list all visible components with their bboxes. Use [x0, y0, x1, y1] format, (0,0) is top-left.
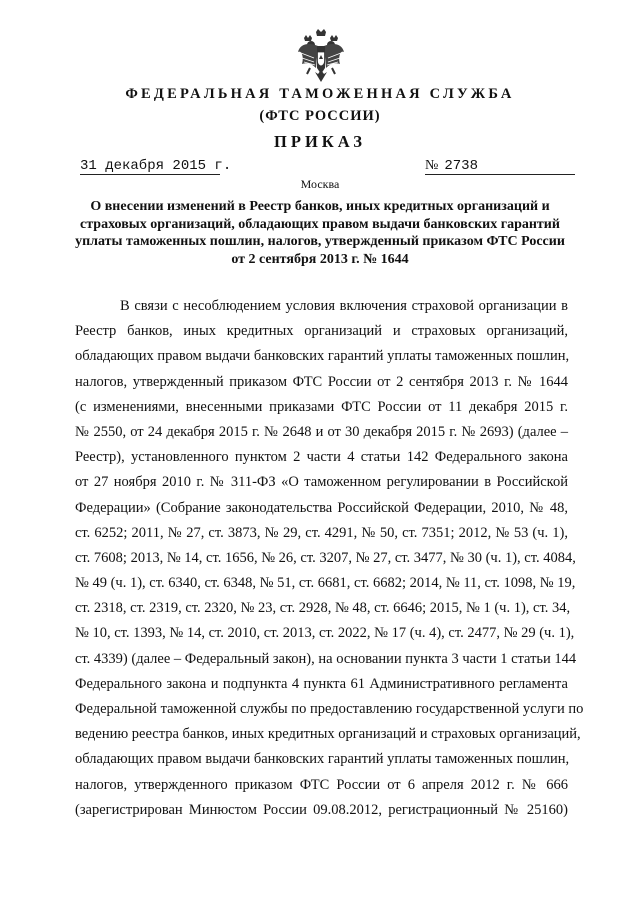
organization-name: ФЕДЕРАЛЬНАЯ ТАМОЖЕННАЯ СЛУЖБА [125, 86, 515, 102]
body-paragraph [75, 294, 584, 823]
coat-of-arms-icon [296, 28, 346, 84]
body-line: (с изменениями, внесенными приказами ФТС России от 11 декабря 2015 г. [75, 398, 568, 415]
subject-line: страховых организаций, обладающих правом выдачи банковских гарантий [80, 216, 560, 232]
body-line: налогов, утвержденного приказом ФТС России от 6 апреля 2012 г. № 666 [75, 776, 568, 793]
body-line: ст. 7608; 2013, № 14, ст. 1656, № 26, ст. 3207, № 27, ст. 3477, № 30 (ч. 1), ст. 4084, [75, 549, 576, 566]
body-line: обладающих правом выдачи банковских гарантий уплаты таможенных пошлин, [75, 751, 570, 768]
body-line: Реестр), установленного пунктом 2 части 4 статьи 142 Федерального закона [75, 449, 568, 466]
subject-line: от 2 сентября 2013 г. № 1644 [231, 251, 409, 267]
body-line: ст. 6252; 2011, № 27, ст. 3873, № 29, ст. 4291, № 50, ст. 7351; 2012, № 53 (ч. 1), [75, 524, 568, 541]
body-line: налогов, утвержденный приказом ФТС России от 2 сентября 2013 г. № 1644 [75, 373, 568, 390]
number-sign: № [425, 158, 439, 173]
body-line: Федеральной таможенной службы по предоставлению государственной услуги по [75, 701, 584, 717]
body-line: (зарегистрирован Минюстом России 09.08.2012, регистрационный № 25160) [75, 801, 568, 818]
body-line: ст. 2318, ст. 2319, ст. 2320, № 23, ст. 2928, № 48, ст. 6646; 2015, № 1 (ч. 1), ст. 34, [75, 600, 571, 617]
order-number-field [425, 158, 575, 175]
body-line: В связи с несоблюдением условия включения страховой организации в [120, 298, 568, 314]
order-number: 2738 [444, 158, 478, 174]
order-subject [70, 198, 570, 268]
subject-line: уплаты таможенных пошлин, налогов, утвержденный приказом ФТС России [75, 234, 565, 249]
organization-short-name: (ФТС РОССИИ) [259, 108, 381, 124]
city: Москва [300, 177, 340, 191]
body-line: ведению реестра банков, иных кредитных организаций и страховых организаций, [75, 726, 581, 743]
body-line: Федерации» (Собрание законодательства Российской Федерации, 2010, № 48, [75, 499, 568, 516]
body-line: № 49 (ч. 1), ст. 6340, ст. 6348, № 51, ст. 6681, ст. 6682; 2014, № 11, ст. 1098, № 19, [75, 575, 576, 592]
subject-line: О внесении изменений в Реестр банков, иных кредитных организаций и [90, 199, 550, 214]
body-line: от 27 ноября 2010 г. № 311-ФЗ «О таможенном регулировании в Российской [75, 474, 568, 491]
body-line: № 2550, от 24 декабря 2015 г. № 2648 и от 30 декабря 2015 г. № 2693) (далее – [75, 423, 568, 440]
document-type: ПРИКАЗ [274, 132, 366, 151]
order-date: 31 декабря 2015 г. [80, 158, 232, 174]
body-line: ст. 4339) (далее – Федеральный закон), на основании пункта 3 части 1 статьи 144 [75, 650, 577, 667]
body-line: Федерального закона и подпункта 4 пункта 61 Административного регламента [75, 675, 568, 692]
body-line: обладающих правом выдачи банковских гарантий уплаты таможенных пошлин, [75, 348, 570, 365]
body-line: № 10, ст. 1393, № 14, ст. 2010, ст. 2013, ст. 2022, № 17 (ч. 4), ст. 2477, № 29 (ч. 1), [75, 625, 575, 642]
body-line: Реестр банков, иных кредитных организаций и страховых организаций, [75, 323, 568, 340]
